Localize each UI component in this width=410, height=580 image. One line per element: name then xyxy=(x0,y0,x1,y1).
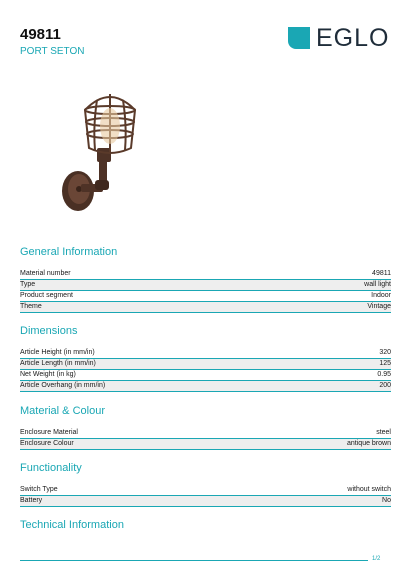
footer-divider xyxy=(20,560,368,561)
spec-label: Enclosure Colour xyxy=(20,440,74,447)
spec-row xyxy=(20,439,391,450)
spec-value: wall light xyxy=(364,281,391,288)
header xyxy=(20,26,84,58)
spec-row xyxy=(20,269,391,280)
spec-label: Article Height (in mm/in) xyxy=(20,349,95,356)
spec-value: antique brown xyxy=(347,440,391,447)
spec-row xyxy=(20,485,391,496)
spec-row xyxy=(20,302,391,313)
section-technical-information xyxy=(20,518,391,536)
spec-label: Theme xyxy=(20,303,42,310)
section-general-information xyxy=(20,245,391,313)
page-number: 1/2 xyxy=(372,556,381,562)
spec-row xyxy=(20,280,391,291)
product-name: PORT SETON xyxy=(20,46,85,57)
spec-row xyxy=(20,428,391,439)
spec-value: Indoor xyxy=(371,292,391,299)
section-functionality xyxy=(20,461,391,507)
section-title: Dimensions xyxy=(20,325,78,337)
spec-label: Type xyxy=(20,281,36,288)
product-image xyxy=(55,88,145,238)
spec-label: Battery xyxy=(20,497,43,504)
spec-value: without switch xyxy=(347,486,391,493)
spec-label: Article Overhang (in mm/in) xyxy=(20,382,106,389)
spec-value: 125 xyxy=(379,360,391,367)
spec-label: Enclosure Material xyxy=(20,429,78,436)
section-material-colour xyxy=(20,404,391,450)
logo-text: EGLO xyxy=(316,24,390,52)
wall-lamp-cage-icon xyxy=(55,88,145,238)
section-title: General Information xyxy=(20,246,118,258)
spec-row xyxy=(20,359,391,370)
spec-value: 320 xyxy=(379,349,391,356)
spec-row xyxy=(20,381,391,392)
spec-value: 200 xyxy=(379,382,391,389)
spec-row xyxy=(20,291,391,302)
spec-label: Net Weight (in kg) xyxy=(20,371,76,378)
spec-row xyxy=(20,370,391,381)
spec-row xyxy=(20,348,391,359)
eglo-square-icon xyxy=(288,27,310,49)
spec-value: No xyxy=(382,497,391,504)
spec-value: 0.95 xyxy=(377,371,391,378)
spec-label: Material number xyxy=(20,270,71,277)
section-title: Material & Colour xyxy=(20,405,105,417)
section-title: Functionality xyxy=(20,462,82,474)
spec-label: Switch Type xyxy=(20,486,58,493)
section-dimensions xyxy=(20,324,391,392)
spec-value: 49811 xyxy=(372,270,391,277)
article-number: 49811 xyxy=(20,26,61,43)
spec-label: Article Length (in mm/in) xyxy=(20,360,96,367)
spec-label: Product segment xyxy=(20,292,73,299)
eglo-logo xyxy=(288,26,389,50)
spec-value: steel xyxy=(376,429,391,436)
spec-row xyxy=(20,496,391,507)
spec-value: Vintage xyxy=(367,303,391,310)
section-title: Technical Information xyxy=(20,519,124,531)
